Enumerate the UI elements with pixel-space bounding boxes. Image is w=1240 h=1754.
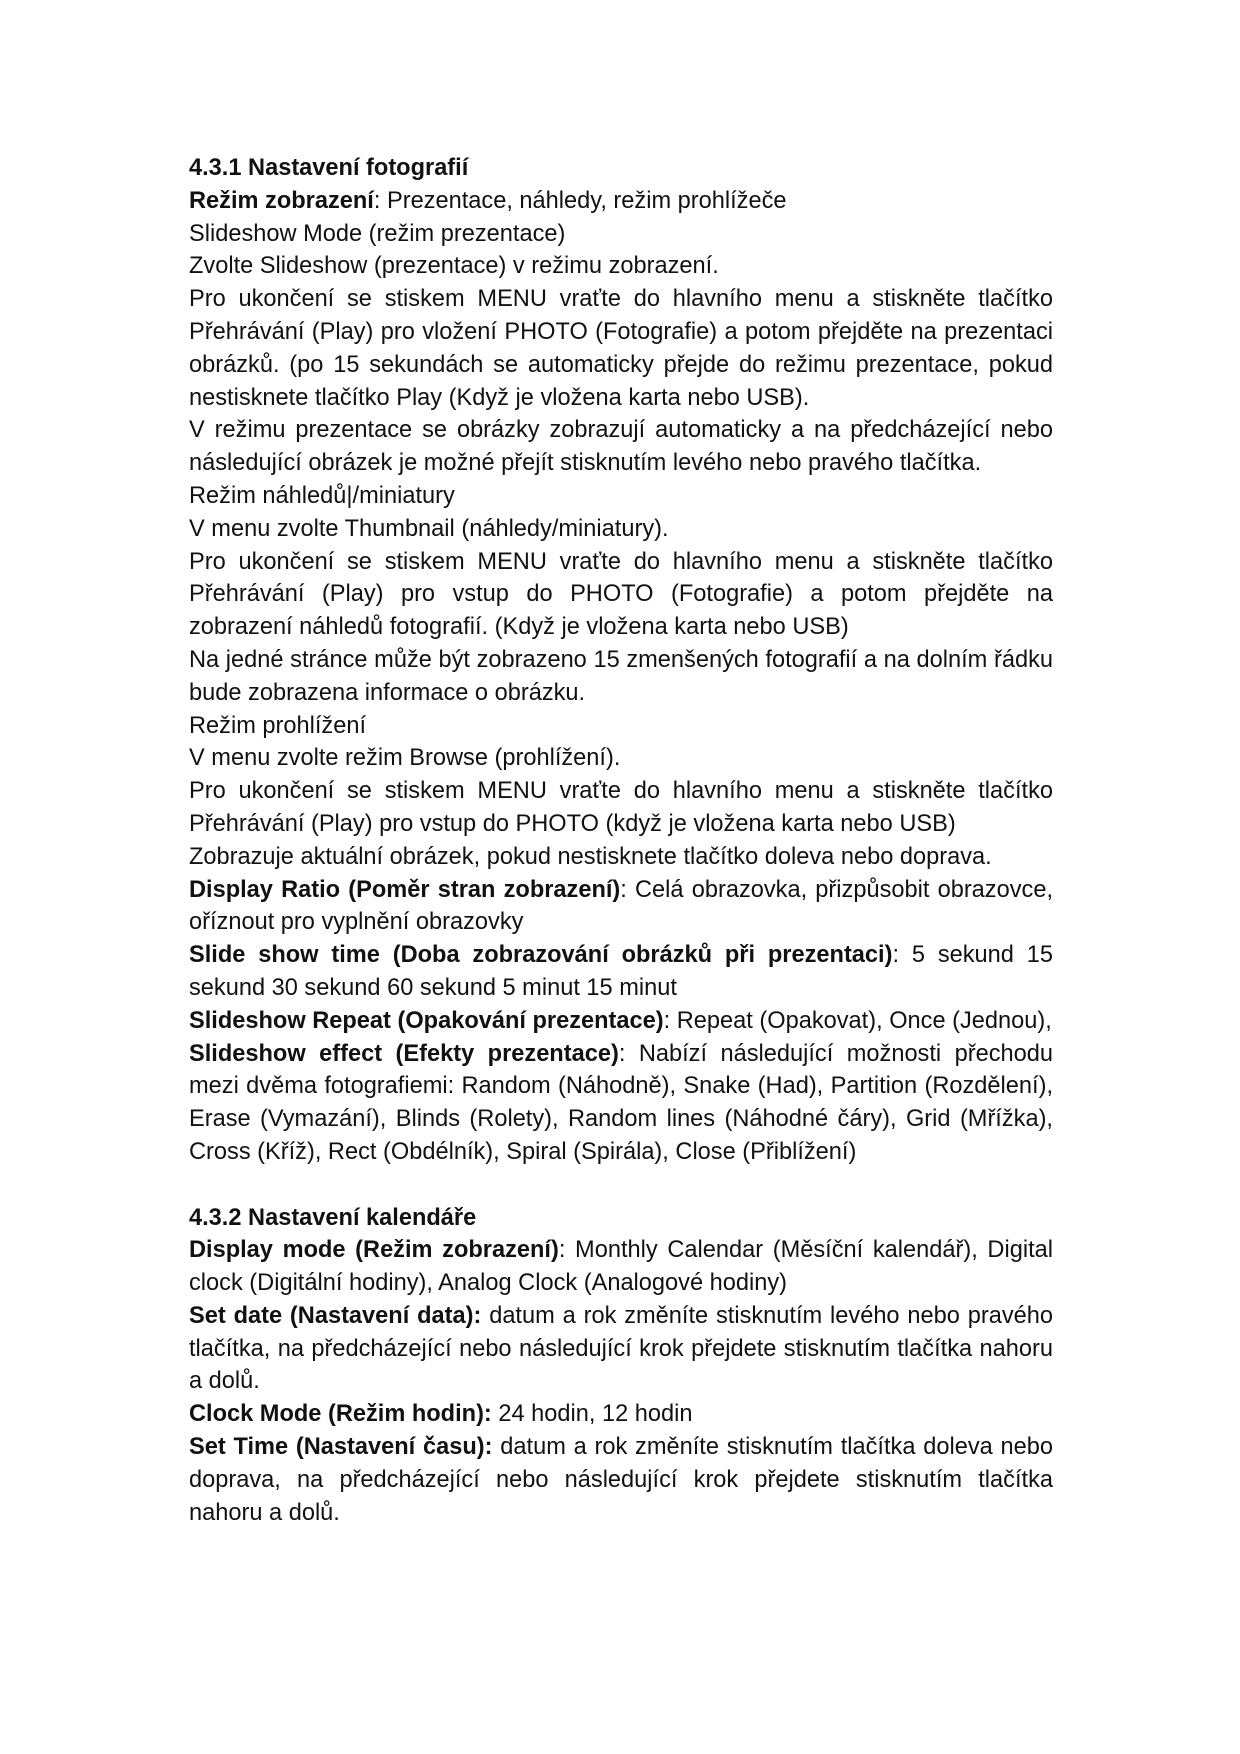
paragraph — [189, 1005, 1053, 1038]
paragraph-label: Set date (Nastavení data): — [189, 1302, 482, 1329]
paragraph-text: datum a rok změníte stisknutím tlačítka doleva nebo doprava, na předcházející nebo následující krok přejdete stisknutím tlačítka nahoru a dolů. — [189, 1434, 1054, 1526]
paragraph-text: Režim náhledů|/miniatury — [189, 482, 455, 509]
paragraph — [189, 250, 1053, 283]
paragraph — [189, 1431, 1053, 1529]
paragraph — [189, 775, 1053, 841]
paragraph-text: : Prezentace, náhledy, režim prohlížeče — [373, 187, 787, 214]
paragraph-text: V režimu prezentace se obrázky zobrazují automaticky a na předcházející nebo následující obrázek je možné přejít stisknutím levého nebo pravého tlačítka. — [189, 417, 1053, 477]
paragraph-text: V menu zvolte režim Browse (prohlížení). — [189, 745, 621, 772]
paragraph-text: V menu zvolte Thumbnail (náhledy/miniatury). — [189, 515, 669, 542]
paragraph — [189, 644, 1053, 710]
paragraph-label: Slideshow effect (Efekty prezentace) — [189, 1040, 619, 1067]
paragraph-text: Režim prohlížení — [189, 712, 367, 739]
paragraph — [189, 414, 1053, 480]
paragraph-text: Pro ukončení se stiskem MENU vraťte do hlavního menu a stiskněte tlačítko Přehrávání (Play) pro vstup do PHOTO (když je vložena karta nebo USB) — [189, 778, 1053, 837]
paragraph-text: : Celá obrazovka, přizpůsobit obrazovce, oříznout pro vyplnění obrazovky — [189, 876, 1053, 936]
document-page — [189, 152, 1053, 1529]
paragraph-label: Display Ratio (Poměr stran zobrazení) — [189, 876, 621, 903]
paragraph — [189, 480, 1053, 513]
paragraph-label: Clock Mode (Režim hodin): — [189, 1401, 492, 1428]
paragraph-text: datum a rok změníte stisknutím levého nebo pravého tlačítka, na předcházející nebo následující krok přejdete stisknutím tlačítka nahoru a dolů. — [189, 1302, 1054, 1395]
paragraph-label: Display mode (Režim zobrazení) — [189, 1237, 559, 1264]
paragraph-text: Slideshow Mode (režim prezentace) — [189, 220, 566, 247]
paragraph-label: Režim zobrazení — [189, 187, 374, 214]
paragraph-text: : Nabízí následující možnosti přechodu mezi dvěma fotografiemi: Random (Náhodně), Snake (Had), Partition (Rozdělení), Erase (Vymazání), Blinds (Rolety), Random lines (Náhodné čáry), Grid (Mřížka), Cross (Kříž), Rect (Obdélník), Spiral (Spirála), Close (Přiblížení) — [189, 1040, 1054, 1165]
section-2-body — [189, 1234, 1053, 1529]
paragraph — [189, 874, 1053, 940]
paragraph — [189, 513, 1053, 546]
paragraph-label: Slideshow Repeat (Opakování prezentace) — [189, 1007, 664, 1034]
section-1-body — [189, 185, 1053, 1169]
paragraph-text: : Repeat (Opakovat), Once (Jednou), — [663, 1007, 1052, 1034]
paragraph-label: Set Time (Nastavení času): — [189, 1434, 493, 1461]
paragraph-label: Slide show time (Doba zobrazování obrázků při prezentaci) — [189, 942, 893, 969]
paragraph-text: Zvolte Slideshow (prezentace) v režimu zobrazení. — [189, 253, 719, 280]
section-gap — [189, 1169, 1053, 1202]
paragraph-text: Pro ukončení se stiskem MENU vraťte do hlavního menu a stiskněte tlačítko Přehrávání (Play) pro vstup do PHOTO (Fotografie) a potom přejděte na zobrazení náhledů fotografií. (Když je vložena karta nebo USB) — [189, 548, 1053, 641]
section-heading: 4.3.2 Nastavení kalendáře — [189, 1204, 477, 1231]
paragraph — [189, 218, 1053, 251]
section-heading: 4.3.1 Nastavení fotografií — [189, 155, 469, 181]
paragraph-text: 24 hodin, 12 hodin — [491, 1401, 693, 1428]
paragraph — [189, 710, 1053, 743]
paragraph-text: : 5 sekund 15 sekund 30 sekund 60 sekund 5 minut 15 minut — [189, 942, 1053, 1001]
paragraph — [189, 841, 1053, 874]
paragraph-text: Pro ukončení se stiskem MENU vraťte do hlavního menu a stiskněte tlačítko Přehrávání (Play) pro vložení PHOTO (Fotografie) a potom přejděte na prezentaci obrázků. (po 15 sekundách se automaticky přejde do režimu prezentace, pokud nestisknete tlačítko Play (Když je vložena karta nebo USB). — [189, 286, 1053, 411]
paragraph — [189, 1038, 1053, 1169]
paragraph — [189, 283, 1053, 414]
paragraph — [189, 1234, 1053, 1300]
paragraph-text: Na jedné stránce může být zobrazeno 15 zmenšených fotografií a na dolním řádku bude zobrazena informace o obrázku. — [189, 646, 1053, 706]
paragraph-text: Zobrazuje aktuální obrázek, pokud nestisknete tlačítko doleva nebo doprava. — [189, 843, 992, 870]
paragraph — [189, 1398, 1053, 1431]
paragraph — [189, 939, 1053, 1005]
paragraph — [189, 546, 1053, 644]
paragraph — [189, 1300, 1053, 1398]
paragraph — [189, 185, 1053, 218]
paragraph-text: : Monthly Calendar (Měsíční kalendář), Digital clock (Digitální hodiny), Analog Clock (Analogové hodiny) — [189, 1237, 1053, 1297]
paragraph — [189, 742, 1053, 775]
